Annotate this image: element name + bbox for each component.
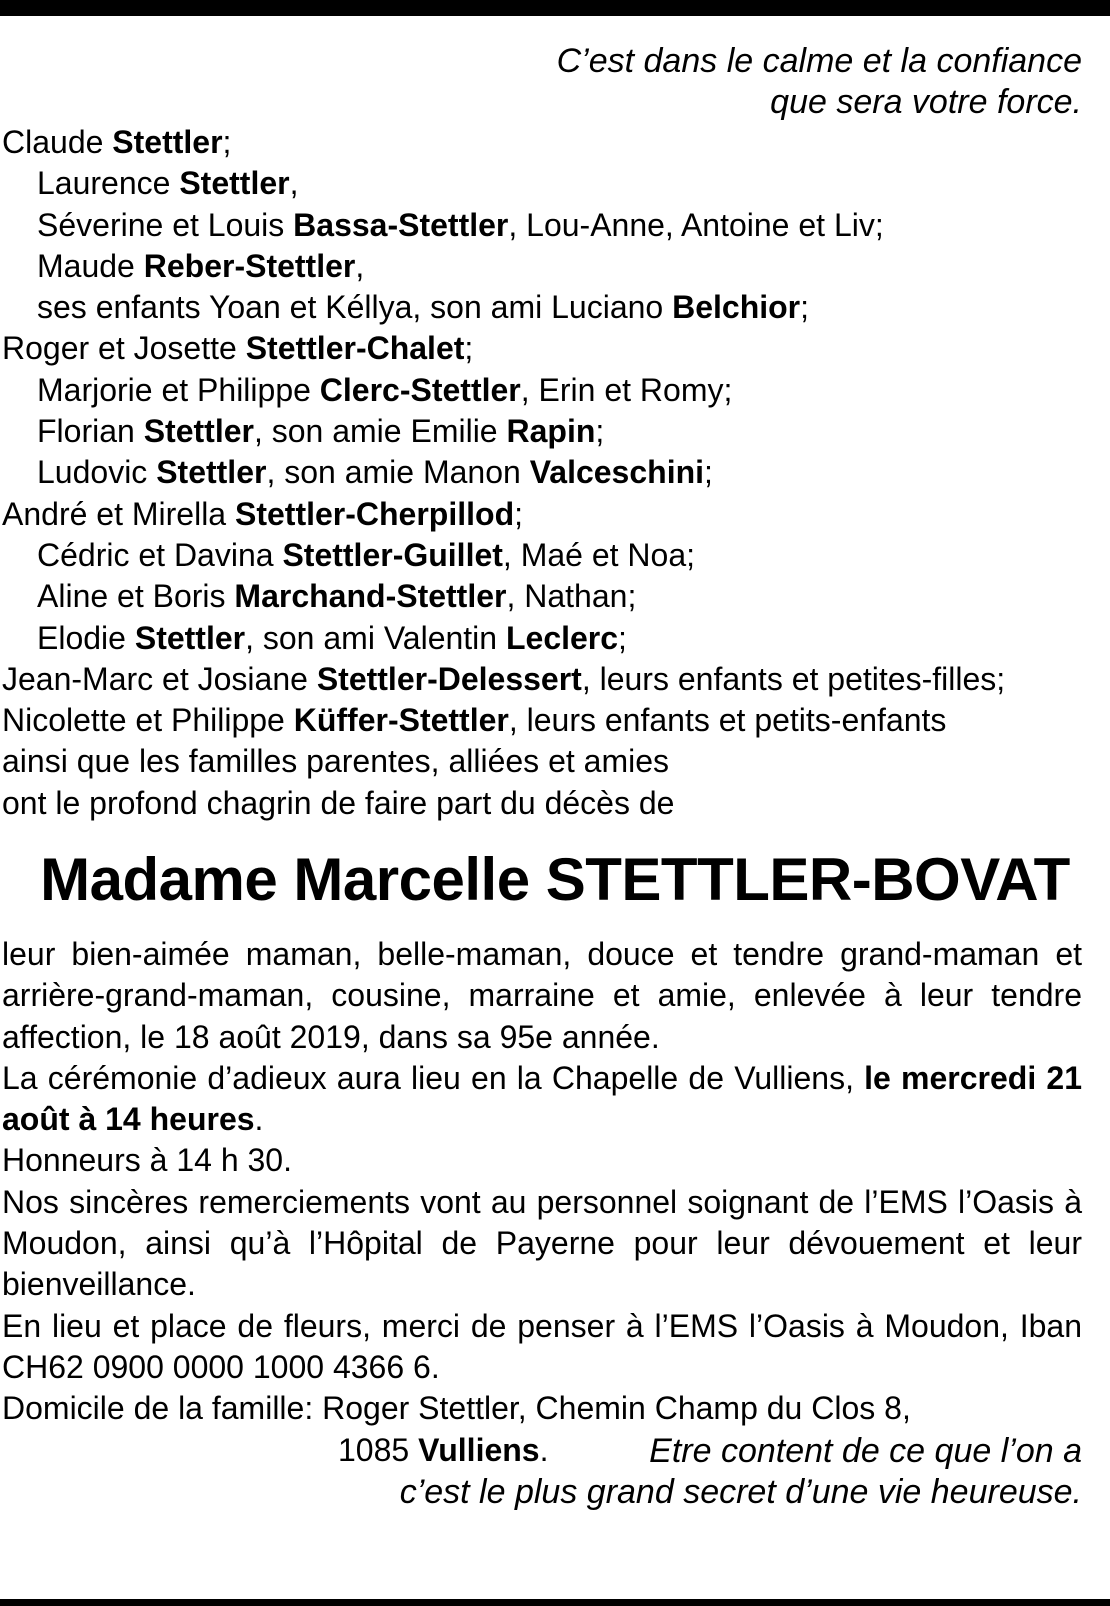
family-text: Laurence [37,165,180,202]
epigraph-bottom-line-2: c’est le plus grand secret d’une vie heureuse. [399,1473,1082,1511]
notice-body [2,934,1082,1471]
epigraph-bottom-line-1: Etre content de ce que l’on a [649,1432,1082,1470]
family-surname: Marchand-Stettler [234,578,507,615]
family-text: Nicolette et Philippe [2,702,294,739]
family-line [2,700,1092,741]
family-surname: Stettler [179,165,290,202]
family-list [2,122,1092,824]
family-surname: Bassa-Stettler [293,206,509,243]
family-surname: Stettler-Delessert [316,660,582,697]
family-surname: Clerc-Stettler [319,371,521,408]
family-text: ainsi que les familles parentes, alliées et amies [2,743,669,780]
family-text: André et Mirella [2,495,235,532]
family-text: ; [514,495,523,532]
family-text: ; [704,454,713,491]
family-text: , Maé et Noa; [502,536,695,573]
ceremony-text: La cérémonie d’adieux aura lieu en la Chapelle de Vulliens, [2,1059,865,1096]
thanks-text: Nos sincères remerciements vont au personnel soignant de l’EMS l’Oasis à Moudon, ainsi qu’à l’Hôpital de Payerne pour leur dévouement et leur bienveillance. [2,1183,1082,1303]
family-surname: Küffer-Stettler [293,702,509,739]
family-text: Elodie [37,619,135,656]
family-surname: Stettler-Cherpillod [234,495,515,532]
honours-text: Honneurs à 14 h 30. [2,1142,292,1179]
family-text: Jean-Marc et Josiane [2,660,317,697]
ceremony-end: . [254,1101,264,1138]
family-text: Séverine et Louis [37,206,294,243]
epigraph-bottom [400,1431,1082,1513]
tribute-paragraph [2,934,1082,1058]
family-surname: Leclerc [505,619,619,656]
family-surname: Stettler [134,619,246,656]
family-text: , leurs enfants et petits-enfants [508,702,947,739]
family-text: , son amie Emilie [253,413,507,450]
family-surname: Stettler [112,124,223,160]
honours-paragraph [2,1140,1082,1181]
family-text: , leurs enfants et petites-filles; [581,660,1006,697]
family-surname: Stettler-Chalet [245,330,465,367]
family-line [2,659,1092,700]
family-text: ses enfants Yoan et Kéllya, son ami Luciano [37,289,673,326]
tribute-text: leur bien-aimée maman, belle-maman, douce et tendre grand-maman et arrière-grand-maman, cousine, marraine et amie, enlevée à leur tendre affection, le 18 août 2019, dans sa 95e année. [2,936,1082,1055]
family-text: , Erin et Romy; [520,371,733,408]
family-text: Marjorie et Philippe [37,371,320,408]
domicile-town: Vulliens [418,1431,540,1468]
family-text: ; [222,124,232,160]
family-text: , son amie Manon [266,454,530,491]
family-text: Aline et Boris [37,578,235,615]
family-text: Roger et Josette [2,330,246,367]
family-text: ; [464,330,474,367]
domicile-label: Domicile de la famille: [2,1390,323,1427]
ceremony-paragraph [2,1058,1082,1141]
family-line [2,328,1092,369]
family-line [2,411,1092,452]
family-line [2,452,1092,493]
family-text: , Lou-Anne, Antoine et Liv; [508,206,884,243]
epigraph-top-line-2: que sera votre force. [770,83,1082,121]
family-line [2,576,1092,617]
family-surname: Stettler [143,413,254,450]
family-text: , [289,165,299,202]
family-line [2,370,1092,411]
flowers-text: En lieu et place de fleurs, merci de penser à l’EMS l’Oasis à Moudon, Iban CH62 0900 0000 1000 4366 6. [2,1307,1082,1385]
family-surname: Reber-Stettler [143,247,356,284]
family-text: ; [800,289,810,326]
epigraph-top [557,41,1082,123]
top-rule [0,0,1110,16]
family-line [2,287,1092,328]
family-text: Claude [2,124,113,160]
family-line [2,741,1092,782]
family-text: , [355,247,365,284]
family-text: ; [618,619,627,656]
family-text: , Nathan; [506,578,637,615]
deceased-name: Madame Marcelle STETTLER-BOVAT [40,846,1070,913]
family-line [2,122,1092,163]
family-line [2,494,1092,535]
family-text: Cédric et Davina [37,536,283,573]
family-surname: Belchior [672,289,801,326]
ceremony-datetime: le mercredi 21 août à 14 heures [2,1059,1083,1138]
family-text: Ludovic [37,454,157,491]
family-surname: Stettler-Guillet [282,536,503,573]
family-text: , son ami Valentin [245,619,506,656]
family-surname: Rapin [506,413,596,450]
family-text: ; [595,413,605,450]
epigraph-top-line-1: C’est dans le calme et la confiance [556,42,1082,80]
family-line [2,163,1092,204]
family-line [2,246,1092,287]
family-line [2,783,1092,824]
family-text: ont le profond chagrin de faire part du décès de [2,784,675,821]
family-line [2,535,1092,576]
family-text: Maude [37,247,144,284]
family-surname: Valceschini [529,454,705,491]
thanks-paragraph [2,1182,1082,1306]
family-line [2,618,1092,659]
family-surname: Stettler [156,454,267,491]
domicile-end: . [539,1431,549,1468]
family-text: Florian [37,413,144,450]
bottom-rule [0,1599,1110,1606]
domicile-street: Roger Stettler, Chemin Champ du Clos 8, [322,1390,911,1427]
flowers-paragraph [2,1306,1082,1389]
domicile-postcode: 1085 [338,1431,419,1468]
family-line [2,205,1092,246]
